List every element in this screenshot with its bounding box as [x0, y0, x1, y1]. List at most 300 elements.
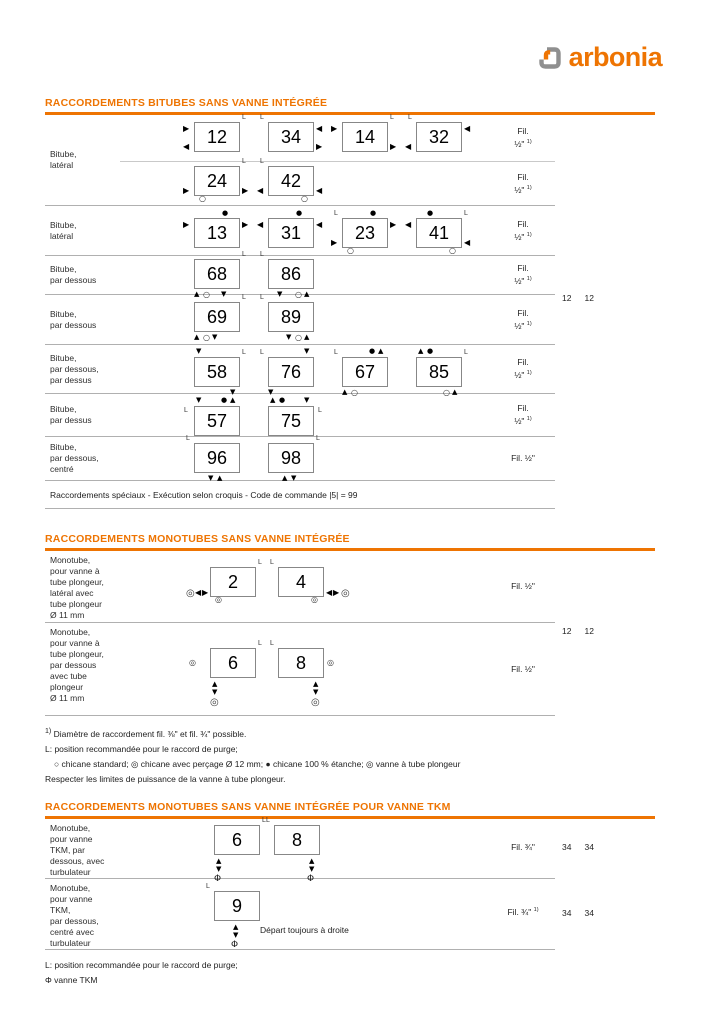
chicane-pierced-icon: ◎ [189, 658, 196, 667]
arrow-down-icon: ▼ [212, 688, 218, 696]
tkm-valve-icon: Φ [214, 873, 222, 884]
diagram-subrow [120, 816, 555, 884]
connection-code: 23 [354, 223, 376, 243]
connection-code: 24 [206, 171, 228, 191]
row-label-line: turbulateur [50, 937, 91, 948]
plunger-valve-icon: ◎ [210, 697, 219, 708]
arrow-down-icon: ▼ [196, 347, 202, 355]
plunger-valve-icon: ◎ [311, 697, 320, 708]
arbonia-logo [537, 44, 662, 71]
thread-size [491, 394, 555, 436]
page-ref-number: 34 [562, 907, 572, 918]
arrow-right-icon: ▶ [316, 142, 323, 151]
footnote-marker: 1) [45, 727, 52, 735]
purge-position-icon: L [260, 114, 264, 121]
radiator-diagram [180, 437, 254, 480]
connection-code: 68 [206, 264, 228, 284]
arrow-left-icon: ◀ [316, 220, 323, 229]
radiator-box [194, 259, 240, 289]
connection-code: 57 [206, 411, 228, 431]
arrow-left-icon: ◀ [326, 588, 333, 597]
section-heading-monotubes: RACCORDEMENTS MONOTUBES SANS VANNE INTÉGRÉE [45, 533, 350, 545]
footnote-marker: 1) [526, 276, 532, 283]
radiator-diagram [180, 345, 254, 396]
radiator-box [194, 406, 240, 436]
purge-position-icon: L [242, 294, 246, 301]
row-label-line: TKM, [50, 904, 71, 915]
footnote-marker: 1) [526, 370, 532, 377]
connection-code: 14 [354, 127, 376, 147]
row-label-line: centré avec [50, 926, 94, 937]
table-row [45, 623, 555, 716]
arrow-left-icon: ◀ [405, 142, 412, 151]
connection-code: 67 [354, 362, 376, 382]
radiator-diagram [328, 345, 402, 397]
purge-position-icon: L [334, 349, 338, 356]
row-label-line: avec tube [50, 671, 87, 681]
purge-position-icon: L [316, 435, 320, 442]
row-label [45, 345, 120, 393]
radiator-diagram [180, 115, 254, 161]
table-row [45, 394, 555, 437]
diagram-area [120, 623, 491, 715]
arrow-right-icon: ▶ [331, 238, 338, 247]
diagram-area [120, 437, 491, 480]
purge-position-icon: L [270, 640, 274, 647]
row-label-line: par dessous, [50, 363, 99, 374]
chicane-standard-icon: ○ [199, 194, 206, 203]
diagram-area [120, 251, 491, 299]
row-content [120, 623, 555, 715]
row-label [45, 551, 120, 622]
radiator-diagram [254, 394, 328, 436]
chicane-sealed-icon: ● [221, 396, 228, 404]
row-label-line: pour vanne à [50, 638, 100, 648]
diagram-area [120, 394, 491, 436]
chicane-sealed-icon: ● [222, 209, 229, 217]
chicane-pierced-icon: ◎ [327, 658, 334, 667]
arrow-down-icon: ▼ [196, 396, 202, 404]
thread-size [491, 295, 555, 344]
arrow-right-icon: ▶ [202, 588, 209, 597]
purge-position-icon: L [242, 114, 246, 121]
page-ref-number: 12 [562, 626, 572, 636]
arrow-down-icon: ▼ [233, 930, 239, 939]
chicane-sealed-icon: ● [279, 396, 286, 404]
connection-code: 96 [206, 448, 228, 468]
row-label-line: dessous, avec [50, 855, 105, 866]
chicane-standard-icon: ○ [443, 388, 450, 397]
radiator-box [268, 218, 314, 248]
thread-size [491, 437, 555, 480]
purge-position-icon: L [242, 349, 246, 356]
diagram-area [120, 345, 491, 397]
row-content [120, 394, 555, 436]
arrow-right-icon: ▶ [242, 220, 249, 229]
connection-code: 75 [280, 411, 302, 431]
thread-size-line: ½" $^{1)}$ [514, 369, 532, 380]
radiator-box [194, 443, 240, 473]
purge-position-icon: L [206, 882, 210, 890]
purge-position-icon: L [242, 251, 246, 258]
radiator-box [268, 166, 314, 196]
arrow-right-icon: ▶ [333, 588, 340, 597]
arrow-up-icon: ▲ [194, 290, 200, 298]
diagram-area [120, 816, 491, 884]
connection-code: 86 [280, 264, 302, 284]
thread-size [491, 115, 555, 161]
radiator-box [278, 567, 324, 597]
radiator-box [342, 218, 388, 248]
row-label-line: par dessous [50, 660, 97, 670]
arrow-up-icon: ▲ [309, 856, 315, 865]
page-ref-numbers [562, 842, 594, 852]
row-content [120, 437, 555, 480]
chicane-standard-icon: ○ [351, 388, 358, 397]
row-content [120, 206, 555, 255]
arrow-up-icon: ▲ [418, 347, 424, 355]
arrow-down-icon: ▼ [277, 290, 283, 298]
arrow-up-icon: ▲ [282, 474, 288, 482]
arrow-down-icon: ▼ [268, 388, 274, 396]
radiator-box [194, 218, 240, 248]
row-content [120, 345, 555, 397]
radiator-diagram [200, 879, 260, 950]
arrow-up-icon: ▲ [230, 396, 236, 404]
row-label-line: Ø 11 mm [50, 693, 85, 703]
row-label-line: Monotube, [50, 555, 91, 565]
radiator-diagram [180, 206, 254, 255]
thread-size-line: ½" $^{1)}$ [514, 184, 532, 195]
footnote-line: $^{1)}$ Diamètre de raccordement fil. ⅜" et fil. ¾" possible. [45, 727, 247, 739]
thread-size [491, 206, 555, 255]
connection-code: 34 [280, 127, 302, 147]
row-label-line: turbulateur [50, 866, 91, 877]
row-label [45, 623, 120, 715]
row-content [120, 295, 555, 344]
diagram-subrow [120, 158, 555, 205]
thread-size [491, 256, 555, 294]
row-label-line: par dessus [50, 415, 92, 425]
connection-code: 69 [206, 307, 228, 327]
connection-code: 89 [280, 307, 302, 327]
radiator-box [268, 357, 314, 387]
chicane-standard-icon: ○ [449, 246, 456, 255]
diagram-subrow [120, 879, 555, 950]
thread-size-line: ½" $^{1)}$ [514, 415, 532, 426]
radiator-diagram [264, 623, 332, 715]
arrow-left-icon: ◀ [257, 220, 264, 229]
row-label-line: Monotube, [50, 882, 91, 893]
arbonia-logo-text: arbonia [568, 42, 662, 72]
radiator-diagram [254, 206, 328, 255]
thread-size [491, 879, 555, 945]
page-ref-number: 34 [562, 842, 572, 853]
radiator-box [268, 443, 314, 473]
diagram-subrow [120, 437, 555, 480]
thread-size [491, 623, 555, 715]
thread-size-line: Fil. [517, 403, 529, 414]
thread-size [491, 345, 555, 393]
bitube-connection-table [45, 114, 594, 509]
radiator-diagram [402, 206, 476, 255]
chicane-standard-icon: ○ [295, 333, 302, 342]
chicane-standard-icon: ○ [203, 290, 210, 299]
table-row [45, 879, 594, 950]
arrow-up-icon: ▲ [342, 388, 348, 396]
radiator-box [268, 259, 314, 289]
arrow-left-icon: ◀ [405, 220, 412, 229]
purge-position-icon: L [184, 407, 188, 414]
row-label-line: tube plongeur, [50, 649, 104, 659]
row-label-line: Bitube, [50, 264, 77, 274]
table-row [45, 295, 555, 345]
connection-code: 8 [295, 653, 306, 673]
radiator-box [342, 122, 388, 152]
radiator-diagram [328, 206, 402, 255]
thread-size-line: Fil. [517, 218, 529, 229]
radiator-box [274, 825, 320, 855]
row-content [120, 816, 555, 884]
arrow-down-icon: ▼ [221, 290, 227, 298]
row-label-line: tube plongeur, [50, 577, 104, 587]
radiator-diagram [402, 345, 476, 397]
connection-code: 8 [291, 829, 302, 850]
footnote-line: L: position recommandée pour le raccord de purge; [45, 959, 238, 970]
arrow-up-icon: ▲ [216, 856, 222, 865]
footnote-marker: 1) [526, 184, 532, 191]
chicane-sealed-icon: ● [427, 347, 434, 355]
row-label [45, 879, 120, 949]
connection-code: 12 [206, 127, 228, 147]
radiator-diagram [260, 816, 320, 884]
arrow-up-icon: ▲ [378, 347, 384, 355]
chicane-standard-icon: ○ [347, 246, 354, 255]
radiator-diagram [180, 158, 254, 205]
connection-code: 41 [428, 223, 450, 243]
arrow-left-icon: ◀ [195, 588, 202, 597]
row-content [120, 551, 555, 622]
arrow-up-icon: ▲ [304, 333, 310, 341]
purge-position-icon: L [258, 640, 262, 647]
row-label-line: Monotube, [50, 822, 91, 833]
row-label-line: par dessous, [50, 453, 99, 463]
page-ref-numbers [562, 293, 594, 303]
row-label-line: centré [50, 464, 74, 474]
radiator-diagram [254, 158, 328, 205]
footnote-marker: 1) [533, 907, 539, 914]
row-label-line: Ø 11 mm [50, 610, 85, 620]
row-label-line: pour vanne [50, 893, 93, 904]
tkm-valve-icon: Φ [231, 939, 239, 950]
radiator-box [210, 567, 256, 597]
row-label-line: par dessus [50, 374, 92, 385]
arrow-down-icon: ▼ [216, 864, 222, 873]
row-label [45, 295, 120, 344]
table-row [45, 115, 555, 206]
purge-position-icon: L [464, 210, 468, 217]
arrow-down-icon: ▼ [309, 864, 315, 873]
arrow-left-icon: ◀ [183, 142, 190, 151]
connection-code: 9 [231, 895, 242, 916]
radiator-box [194, 302, 240, 332]
arrow-down-icon: ▼ [304, 347, 310, 355]
arrow-up-icon: ▲ [212, 680, 218, 688]
page-ref-number: 12 [584, 293, 594, 303]
arrow-up-icon: ▲ [270, 396, 276, 404]
footnote-marker: 1) [526, 139, 532, 146]
purge-position-icon: L [408, 114, 412, 121]
connection-code: 58 [206, 362, 228, 382]
section-heading-bitubes: RACCORDEMENTS BITUBES SANS VANNE INTÉGRÉE [45, 97, 328, 109]
radiator-box [268, 406, 314, 436]
purge-position-icon: L [260, 294, 264, 301]
row-label-line: Bitube, [50, 404, 77, 414]
thread-size [491, 551, 555, 622]
radiator-box [194, 122, 240, 152]
arrow-up-icon: ▲ [313, 680, 319, 688]
radiator-box [214, 891, 260, 921]
diagram-subrow [120, 115, 555, 161]
table-row [45, 345, 555, 397]
thread-size [491, 819, 555, 876]
diagram-area [120, 879, 491, 950]
page-ref-numbers [562, 908, 594, 918]
row-label-line: Bitube, [50, 219, 77, 230]
radiator-box [268, 302, 314, 332]
row-label-line: TKM, par [50, 844, 85, 855]
radiator-box [194, 357, 240, 387]
row-label-line: latéral [50, 230, 74, 241]
radiator-box [416, 357, 462, 387]
arrow-down-icon: ▼ [286, 333, 292, 341]
monotube-connection-table [45, 551, 594, 716]
diagram-subrow [120, 206, 555, 255]
row-content [120, 251, 555, 299]
row-label-line: Bitube, [50, 442, 77, 452]
diagram-subrow [120, 551, 555, 622]
thread-size-line: Fil. [517, 171, 529, 182]
radiator-diagram [180, 295, 254, 344]
footnote-line: Φ vanne TKM [45, 974, 98, 985]
chicane-sealed-icon: ● [369, 347, 376, 355]
monotube-footnotes [45, 724, 555, 787]
arrow-down-icon: ▼ [304, 396, 310, 404]
row-label-line: plongeur [50, 682, 84, 692]
connection-code: 42 [280, 171, 302, 191]
chicane-sealed-icon: ● [370, 209, 377, 217]
thread-size-line: Fil. [517, 307, 529, 318]
radiator-diagram [254, 115, 328, 161]
arrow-right-icon: ▶ [390, 220, 397, 229]
page-ref-number: 12 [584, 626, 594, 636]
row-label-line: latéral [50, 160, 74, 170]
plunger-valve-icon: ◎ [341, 588, 350, 599]
row-label-line: latéral avec [50, 588, 94, 598]
arrow-right-icon: ▶ [183, 124, 190, 133]
arrow-left-icon: ◀ [316, 124, 323, 133]
page-ref-number: 12 [562, 293, 572, 303]
chicane-standard-icon: ○ [295, 290, 302, 299]
row-label-line: pour vanne à [50, 566, 100, 576]
thread-size [491, 162, 555, 205]
radiator-diagram [200, 816, 266, 884]
arrow-down-icon: ▼ [313, 688, 319, 696]
arrow-up-icon: ▲ [452, 388, 458, 396]
arrow-right-icon: ▶ [390, 142, 397, 151]
connection-code: 98 [280, 448, 302, 468]
chicane-pierced-icon: ◎ [215, 595, 222, 604]
row-label [45, 206, 120, 255]
row-label [45, 256, 120, 294]
purge-position-icon: L [266, 816, 270, 824]
page-ref-number: 34 [584, 907, 594, 918]
diagram-area [120, 115, 491, 161]
arrow-left-icon: ◀ [257, 186, 264, 195]
row-label-line: par dessous [50, 319, 97, 330]
table-row [45, 551, 594, 636]
special-connections-note: Raccordements spéciaux - Exécution selon croquis - Code de commande |5| = 99 [45, 481, 555, 509]
connection-code: 4 [295, 572, 306, 592]
thread-size-line: ½" $^{1)}$ [514, 138, 532, 149]
radiator-box [214, 825, 260, 855]
row-label-line: tube plongeur [50, 599, 102, 609]
row-label [45, 819, 120, 878]
row-label-line: Monotube, [50, 627, 91, 637]
radiator-diagram [402, 115, 476, 161]
connection-code: 6 [231, 829, 242, 850]
tkm-valve-icon: Φ [307, 873, 315, 884]
arrow-up-icon: ▲ [194, 333, 200, 341]
row-label [45, 115, 120, 205]
purge-position-icon: L [464, 349, 468, 356]
radiator-diagram [264, 551, 350, 622]
thread-size-line: Fil. ¾" [511, 841, 535, 852]
row-label-line: Bitube, [50, 149, 77, 159]
diagram-subrow [120, 345, 555, 397]
arrow-right-icon: ▶ [183, 220, 190, 229]
arrow-right-icon: ▶ [183, 186, 190, 195]
chicane-standard-icon: ○ [203, 333, 210, 342]
page-ref-numbers [562, 626, 594, 636]
footnote-line: Respecter les limites de puissance de la vanne à tube plongeur. [45, 773, 286, 784]
thread-size-line: Fil. ½" [511, 453, 535, 463]
arrow-down-icon: ▼ [212, 333, 218, 341]
arrow-up-icon: ▲ [217, 474, 223, 482]
row-label-line: Bitube, [50, 352, 77, 363]
chicane-sealed-icon: ● [296, 209, 303, 217]
purge-position-icon: L [334, 210, 338, 217]
row-label-line: pour vanne [50, 833, 93, 844]
row-content [120, 115, 555, 205]
arrow-down-icon: ▼ [230, 388, 236, 396]
chicane-standard-icon: ○ [301, 194, 308, 203]
connection-code: 32 [428, 127, 450, 147]
radiator-diagram [254, 345, 328, 396]
footnote-marker: 1) [526, 231, 532, 238]
radiator-diagram [254, 295, 328, 344]
footnote-marker: 1) [526, 320, 532, 327]
table-row [45, 437, 555, 481]
connection-code: 85 [428, 362, 450, 382]
section-heading-monotubes-tkm: RACCORDEMENTS MONOTUBES SANS VANNE INTÉGRÉE POUR VANNE TKM [45, 800, 451, 813]
purge-position-icon: L [260, 158, 264, 165]
diagram-subrow [120, 623, 555, 715]
purge-position-icon: L [260, 349, 264, 356]
page-content [45, 0, 594, 988]
row-label-line: Bitube, [50, 308, 77, 319]
radiator-diagram [254, 437, 328, 480]
